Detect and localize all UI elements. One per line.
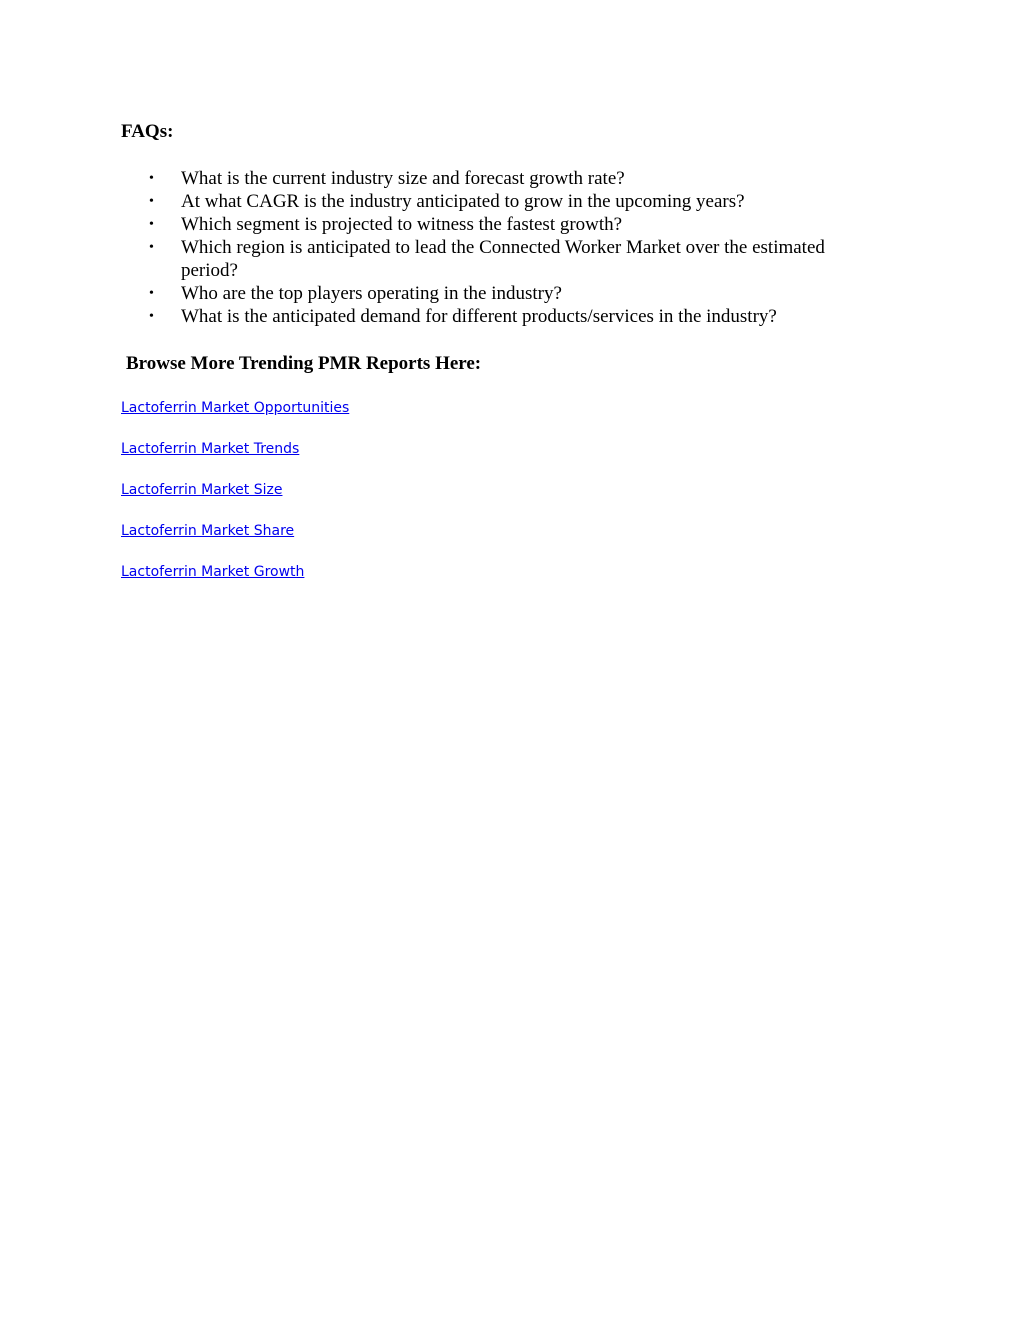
report-link-growth[interactable]: Lactoferrin Market Growth (121, 564, 305, 580)
report-link-item (121, 440, 349, 481)
bullet-icon: • (149, 194, 154, 209)
faq-item (149, 167, 881, 190)
report-link-item (121, 481, 349, 522)
faq-question: Which region is anticipated to lead the Connected Worker Market over the estimated period? (181, 237, 825, 281)
report-link-item (121, 522, 349, 563)
report-link-item (121, 399, 349, 440)
bullet-icon: • (149, 240, 154, 255)
report-link-trends[interactable]: Lactoferrin Market Trends (121, 441, 300, 457)
faq-question: Which segment is projected to witness the fastest growth? (181, 214, 623, 235)
faq-question: Who are the top players operating in the industry? (181, 283, 562, 304)
report-link-opportunities[interactable]: Lactoferrin Market Opportunities (121, 400, 350, 416)
report-link-item (121, 563, 349, 604)
bullet-icon: • (149, 217, 154, 232)
faq-question: At what CAGR is the industry anticipated to grow in the upcoming years? (181, 191, 745, 212)
faq-list (149, 167, 881, 328)
faq-item (149, 213, 881, 236)
bullet-icon: • (149, 171, 154, 186)
faq-item (149, 236, 881, 282)
faq-question: What is the anticipated demand for different products/services in the industry? (181, 306, 777, 327)
report-links-list (121, 399, 349, 604)
bullet-icon: • (149, 286, 154, 301)
faq-item (149, 305, 881, 328)
faq-question: What is the current industry size and forecast growth rate? (181, 168, 625, 189)
bullet-icon: • (149, 309, 154, 324)
faq-item (149, 190, 881, 213)
report-link-size[interactable]: Lactoferrin Market Size (121, 482, 283, 498)
faq-item (149, 282, 881, 305)
browse-reports-heading: Browse More Trending PMR Reports Here: (126, 353, 482, 374)
faq-heading: FAQs: (121, 121, 174, 142)
report-link-share[interactable]: Lactoferrin Market Share (121, 523, 295, 539)
